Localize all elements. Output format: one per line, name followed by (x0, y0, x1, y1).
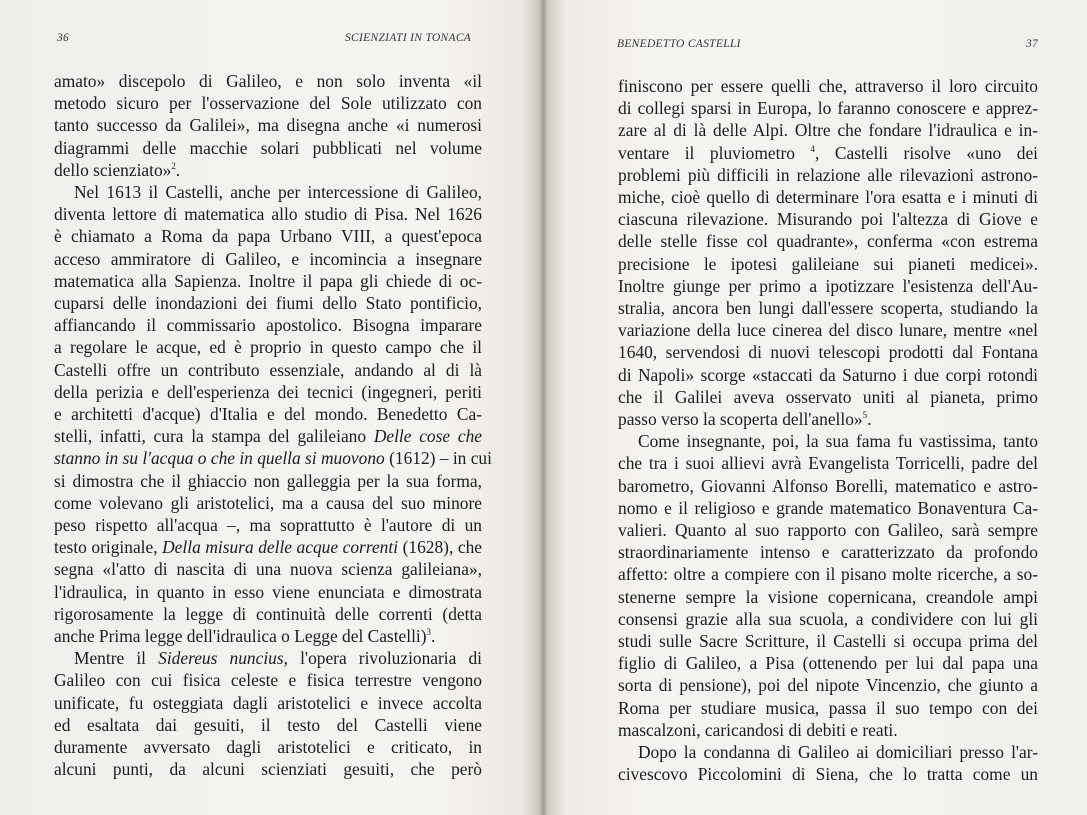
book-title: Della misura delle acque correnti (162, 537, 399, 558)
text-line: civescovo Piccolomini di Siena, che lo tratta come un (618, 764, 1038, 785)
text-line: metodo sicuro per l'osservazione del Sole utilizzato con (54, 93, 482, 114)
left-page (0, 0, 540, 815)
text-line: valieri. Quanto al suo rapporto con Galileo, sarà sempre (618, 520, 1038, 541)
text-line: straordinariamente intenso e caratterizzato da profondo (618, 542, 1038, 563)
text-line: sorta di pensione), poi del nipote Vincenzio, che giunto a (618, 675, 1038, 696)
book-title: Sidereus nuncius (158, 648, 284, 669)
text-line: e architetti d'acque) d'Italia e del mondo. Benedetto Ca- (54, 404, 482, 425)
paragraph (618, 75, 1038, 430)
text-line: tanto successo da Galilei», ma disegna anche «i numerosi (54, 115, 482, 136)
text-line: consensi grazie alla sua scuola, a condividere con lui gli (618, 608, 1038, 629)
text-line: ed esaltata dai gesuiti, il testo del Castelli viene (54, 714, 482, 735)
text-line: rigorosamente la legge di continuità delle correnti (detta (54, 603, 482, 624)
text-line: barometro, Giovanni Alfonso Borelli, matematico e astro- (618, 475, 1038, 496)
text-line: anche Prima legge dell'idraulica o Legge del Castelli)$^3$. (54, 626, 436, 647)
footnote-ref: 5 (862, 410, 868, 421)
footnote-ref: 2 (171, 161, 176, 172)
text-line: testo originale, Della misura delle acque correnti (1628), che (54, 537, 482, 558)
text-line: unificate, fu osteggiata dagli aristotelici e invece accolta (54, 692, 482, 713)
body-text (54, 70, 492, 781)
book-title: stanno in su l'acqua o che in quella si muovono (54, 448, 385, 469)
text-line: Nel 1613 il Castelli, anche per intercessione di Galileo, (74, 182, 482, 203)
text-line: finiscono per essere quelli che, attraverso il loro circuito (618, 76, 1038, 96)
text-line: Galileo con cui fisica celeste e fisica terrestre vengono (54, 670, 482, 691)
footnote-ref: 4 (810, 143, 815, 154)
text-line: Inoltre giunge per primo a ipotizzare l'esistenza dell'Au- (618, 275, 1038, 296)
text-line: peso rispetto all'acqua –, ma soprattutto è l'autore di un (54, 515, 482, 536)
book-title: Delle cose che (373, 426, 482, 447)
text-line: zare al di là delle Alpi. Oltre che fondare l'idraulica e in- (618, 120, 1038, 141)
text-line: cuparsi delle inondazioni dei fiumi dello Stato pontificio, (54, 293, 482, 314)
paragraph (54, 70, 482, 181)
text-line: che il Galilei aveva osservato uniti al pianeta, primo (618, 386, 1038, 407)
text-line: Mentre il Sidereus nuncius, l'opera rivoluzionaria di (74, 648, 483, 669)
text-line: Roma per studiare musica, passa il suo tempo con dei (618, 697, 1038, 718)
text-line: stenerne sempre la visione copernicana, creandole ampi (618, 586, 1038, 607)
text-line: stanno in su l'acqua o che in quella si muovono (1612) – in cui (54, 448, 492, 469)
text-line: mascalzoni, caricandosi di debiti e reati. (618, 719, 898, 740)
text-line: di Napoli» scorge «staccati da Saturno i due corpi rotondi (618, 364, 1038, 385)
text-line: segna «l'atto di nascita di una nuova scienza galileiana», (54, 559, 482, 580)
text-line: è chiamato a Roma da papa Urbano VIII, a quest'epoca (54, 226, 482, 247)
text-line: Come insegnante, poi, la sua fama fu vastissima, tanto (638, 431, 1038, 452)
text-line: dello scienziato»$^2$. (54, 159, 181, 180)
text-line: stralia, ancora ben lungi dall'essere scoperta, studiando la (618, 298, 1038, 319)
text-line: ventare il pluviometro $^4$, Castelli risolve «uno dei (618, 142, 1038, 163)
text-line: Dopo la condanna di Galileo ai domiciliari presso l'ar- (638, 742, 1038, 763)
text-line: ciascuna rilevazione. Misurando poi l'altezza di Giove e (618, 209, 1038, 230)
text-line: delle stelle fisse col quadrante», conferma «con estrema (618, 231, 1038, 252)
text-line: variazione della luce cinerea del disco lunare, mentre «nel (618, 320, 1038, 341)
text-line: alcuni punti, da alcuni scienziati gesuiti, che però (54, 759, 482, 780)
text-line: matematica alla Sapienza. Inoltre il papa gli chiede di oc- (54, 270, 482, 291)
text-line: acceso ammiratore di Galileo, e incomincia a insegnare (54, 248, 482, 269)
text-line: si dimostra che il ghiaccio non galleggia per la sua forma, (54, 470, 482, 491)
paragraph (618, 741, 1038, 785)
text-line: diventa lettore di matematica allo studio di Pisa. Nel 1626 (54, 204, 482, 225)
text-line: affetto: oltre a compiere con il pisano molte ricerche, a so- (618, 564, 1038, 585)
text-line: di collegi sparsi in Europa, lo faranno conoscere e apprez- (618, 98, 1038, 119)
text-line: studi sulle Sacre Scritture, il Castelli si occupa prima del (618, 631, 1038, 652)
text-line: amato» discepolo di Galileo, e non solo inventa «il (54, 71, 482, 91)
running-head: BENEDETTO CASTELLI (617, 38, 741, 50)
text-line: passo verso la scoperta dell'anello»$^5$. (618, 409, 872, 430)
text-line: precisione le ipotesi galileiane sui pianeti medicei». (618, 253, 1038, 274)
text-line: figlio di Galileo, a Pisa (ottenendo per lui dal papa una (618, 653, 1038, 674)
text-line: della perizia e dell'esperienza dei tecnici (ingegneri, periti (54, 381, 482, 402)
text-line: affiancando il commissario apostolico. Bisogna imparare (54, 315, 482, 336)
text-line: che tra i suoi allievi avrà Evangelista Torricelli, padre del (618, 453, 1038, 474)
paragraph (618, 430, 1038, 741)
page-number: 37 (1026, 38, 1039, 50)
footnote-ref: 3 (426, 627, 432, 638)
body-text (618, 75, 1038, 786)
text-line: come volevano gli aristotelici, ma a causa del suo minore (54, 492, 482, 513)
text-line: diagrammi delle macchie solari pubblicati nel volume (54, 137, 482, 158)
paragraph (54, 181, 492, 647)
text-line: Castelli offre un contributo essenziale, andando al di là (54, 359, 482, 380)
text-line: 1640, servendosi di nuovi telescopi prodotti dal Fontana (618, 342, 1038, 363)
text-line: duramente avversato dagli aristotelici e criticato, in (54, 737, 482, 758)
paragraph (54, 647, 482, 780)
text-line: a regolare le acque, ed è proprio in questo campo che il (54, 337, 482, 358)
text-line: problemi più difficili in relazione alle rilevazioni astrono- (618, 164, 1038, 185)
text-line: miche, cioè quello di determinare l'ora esatta e i minuti di (618, 187, 1038, 208)
text-line: nomo e il religioso e grande matematico Bonaventura Ca- (618, 497, 1038, 518)
page-number: 36 (57, 32, 70, 44)
text-line: stelli, infatti, cura la stampa del galileiano Delle cose che (54, 426, 482, 447)
right-page (548, 0, 1087, 815)
running-head: SCIENZIATI IN TONACA (345, 32, 472, 44)
text-line: l'idraulica, in quanto in esso viene enunciata e dimostrata (54, 581, 482, 602)
